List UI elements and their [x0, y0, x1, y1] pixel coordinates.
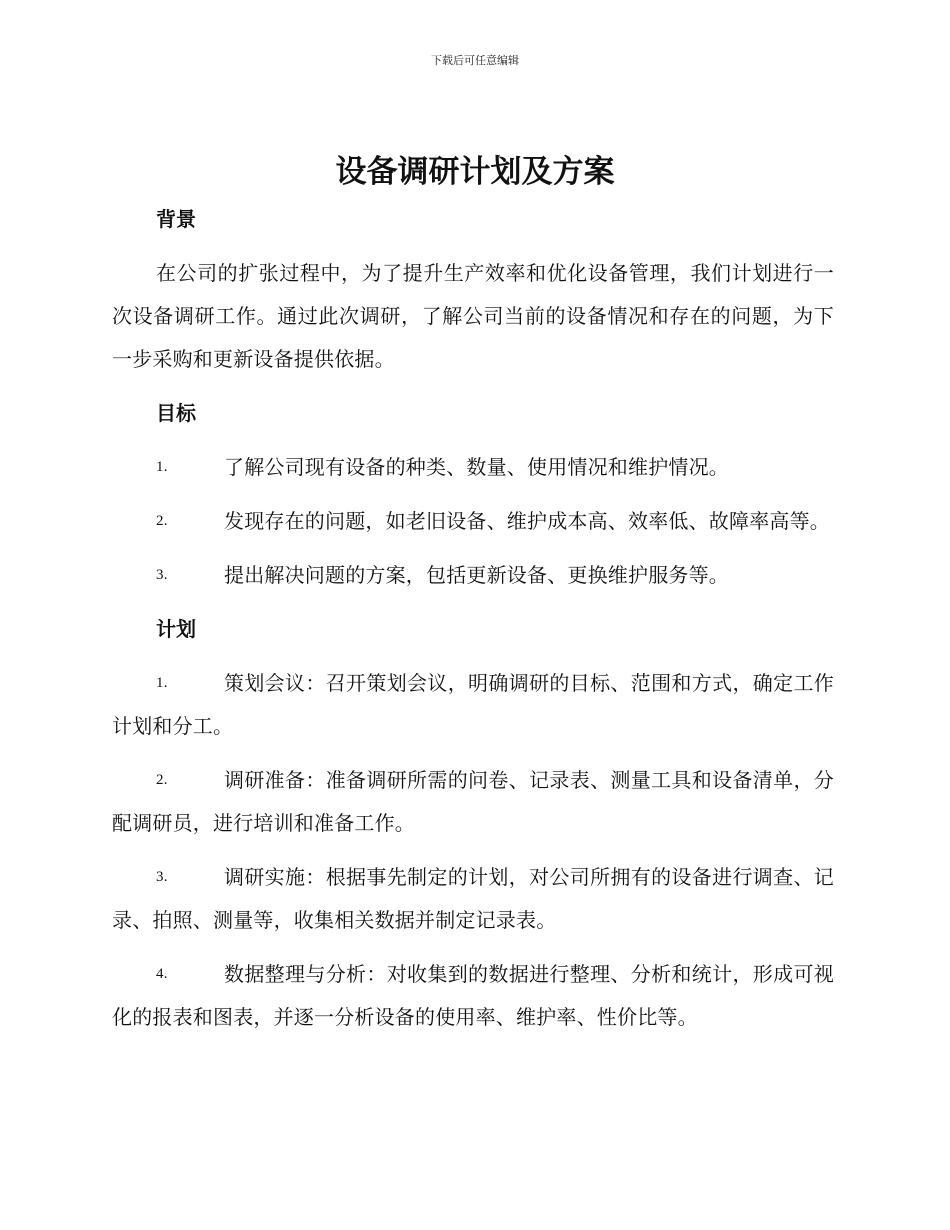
spacer [112, 435, 834, 446]
plan-item [112, 856, 834, 942]
document-title: 设备调研计划及方案 [335, 154, 615, 190]
goal-item [112, 554, 834, 597]
goal-item [112, 446, 834, 489]
background-paragraph: 在公司的扩张过程中，为了提升生产效率和优化设备管理，我们计划进行一次设备调研工作。通过此次调研，了解公司当前的设备情况和存在的问题，为下一步采购和更新设备提供依据。 [112, 261, 834, 371]
spacer [112, 489, 834, 500]
spacer [112, 241, 834, 252]
list-text: 提出解决问题的方案，包括更新设备、更换维护服务等。 [224, 563, 729, 587]
list-text: 调研准备：准备调研所需的问卷、记录表、测量工具和设备清单，分配调研员，进行培训和准备工作。 [112, 768, 834, 835]
list-number: 1. [156, 459, 168, 475]
spacer [112, 651, 834, 662]
spacer [112, 748, 834, 759]
header-note: 下载后可任意编辑 [431, 54, 519, 67]
spacer [112, 381, 834, 392]
spacer [112, 543, 834, 554]
spacer [112, 942, 834, 953]
list-text: 了解公司现有设备的种类、数量、使用情况和维护情况。 [224, 455, 729, 479]
list-number: 3. [156, 869, 168, 885]
spacer [112, 597, 834, 608]
list-number: 4. [156, 966, 168, 982]
goal-item [112, 500, 834, 543]
list-number: 3. [156, 567, 168, 583]
list-text: 调研实施：根据事先制定的计划，对公司所拥有的设备进行调查、记录、拍照、测量等，收集相关数据并制定记录表。 [112, 865, 834, 932]
list-number: 2. [156, 772, 168, 788]
list-text: 发现存在的问题，如老旧设备、维护成本高、效率低、故障率高等。 [224, 509, 830, 533]
plan-item [112, 759, 834, 845]
plan-item [112, 662, 834, 748]
list-number: 2. [156, 513, 168, 529]
section-heading-goals: 目标 [156, 401, 196, 425]
list-text: 数据整理与分析：对收集到的数据进行整理、分析和统计，形成可视化的报表和图表，并逐一分析设备的使用率、维护率、性价比等。 [112, 962, 834, 1029]
spacer [112, 845, 834, 856]
section-heading-plan: 计划 [156, 617, 196, 641]
plan-item [112, 953, 834, 1039]
document-body [112, 198, 834, 1039]
list-number: 1. [156, 675, 168, 691]
section-heading-background: 背景 [156, 207, 196, 231]
list-text: 策划会议：召开策划会议，明确调研的目标、范围和方式，确定工作计划和分工。 [112, 671, 834, 738]
